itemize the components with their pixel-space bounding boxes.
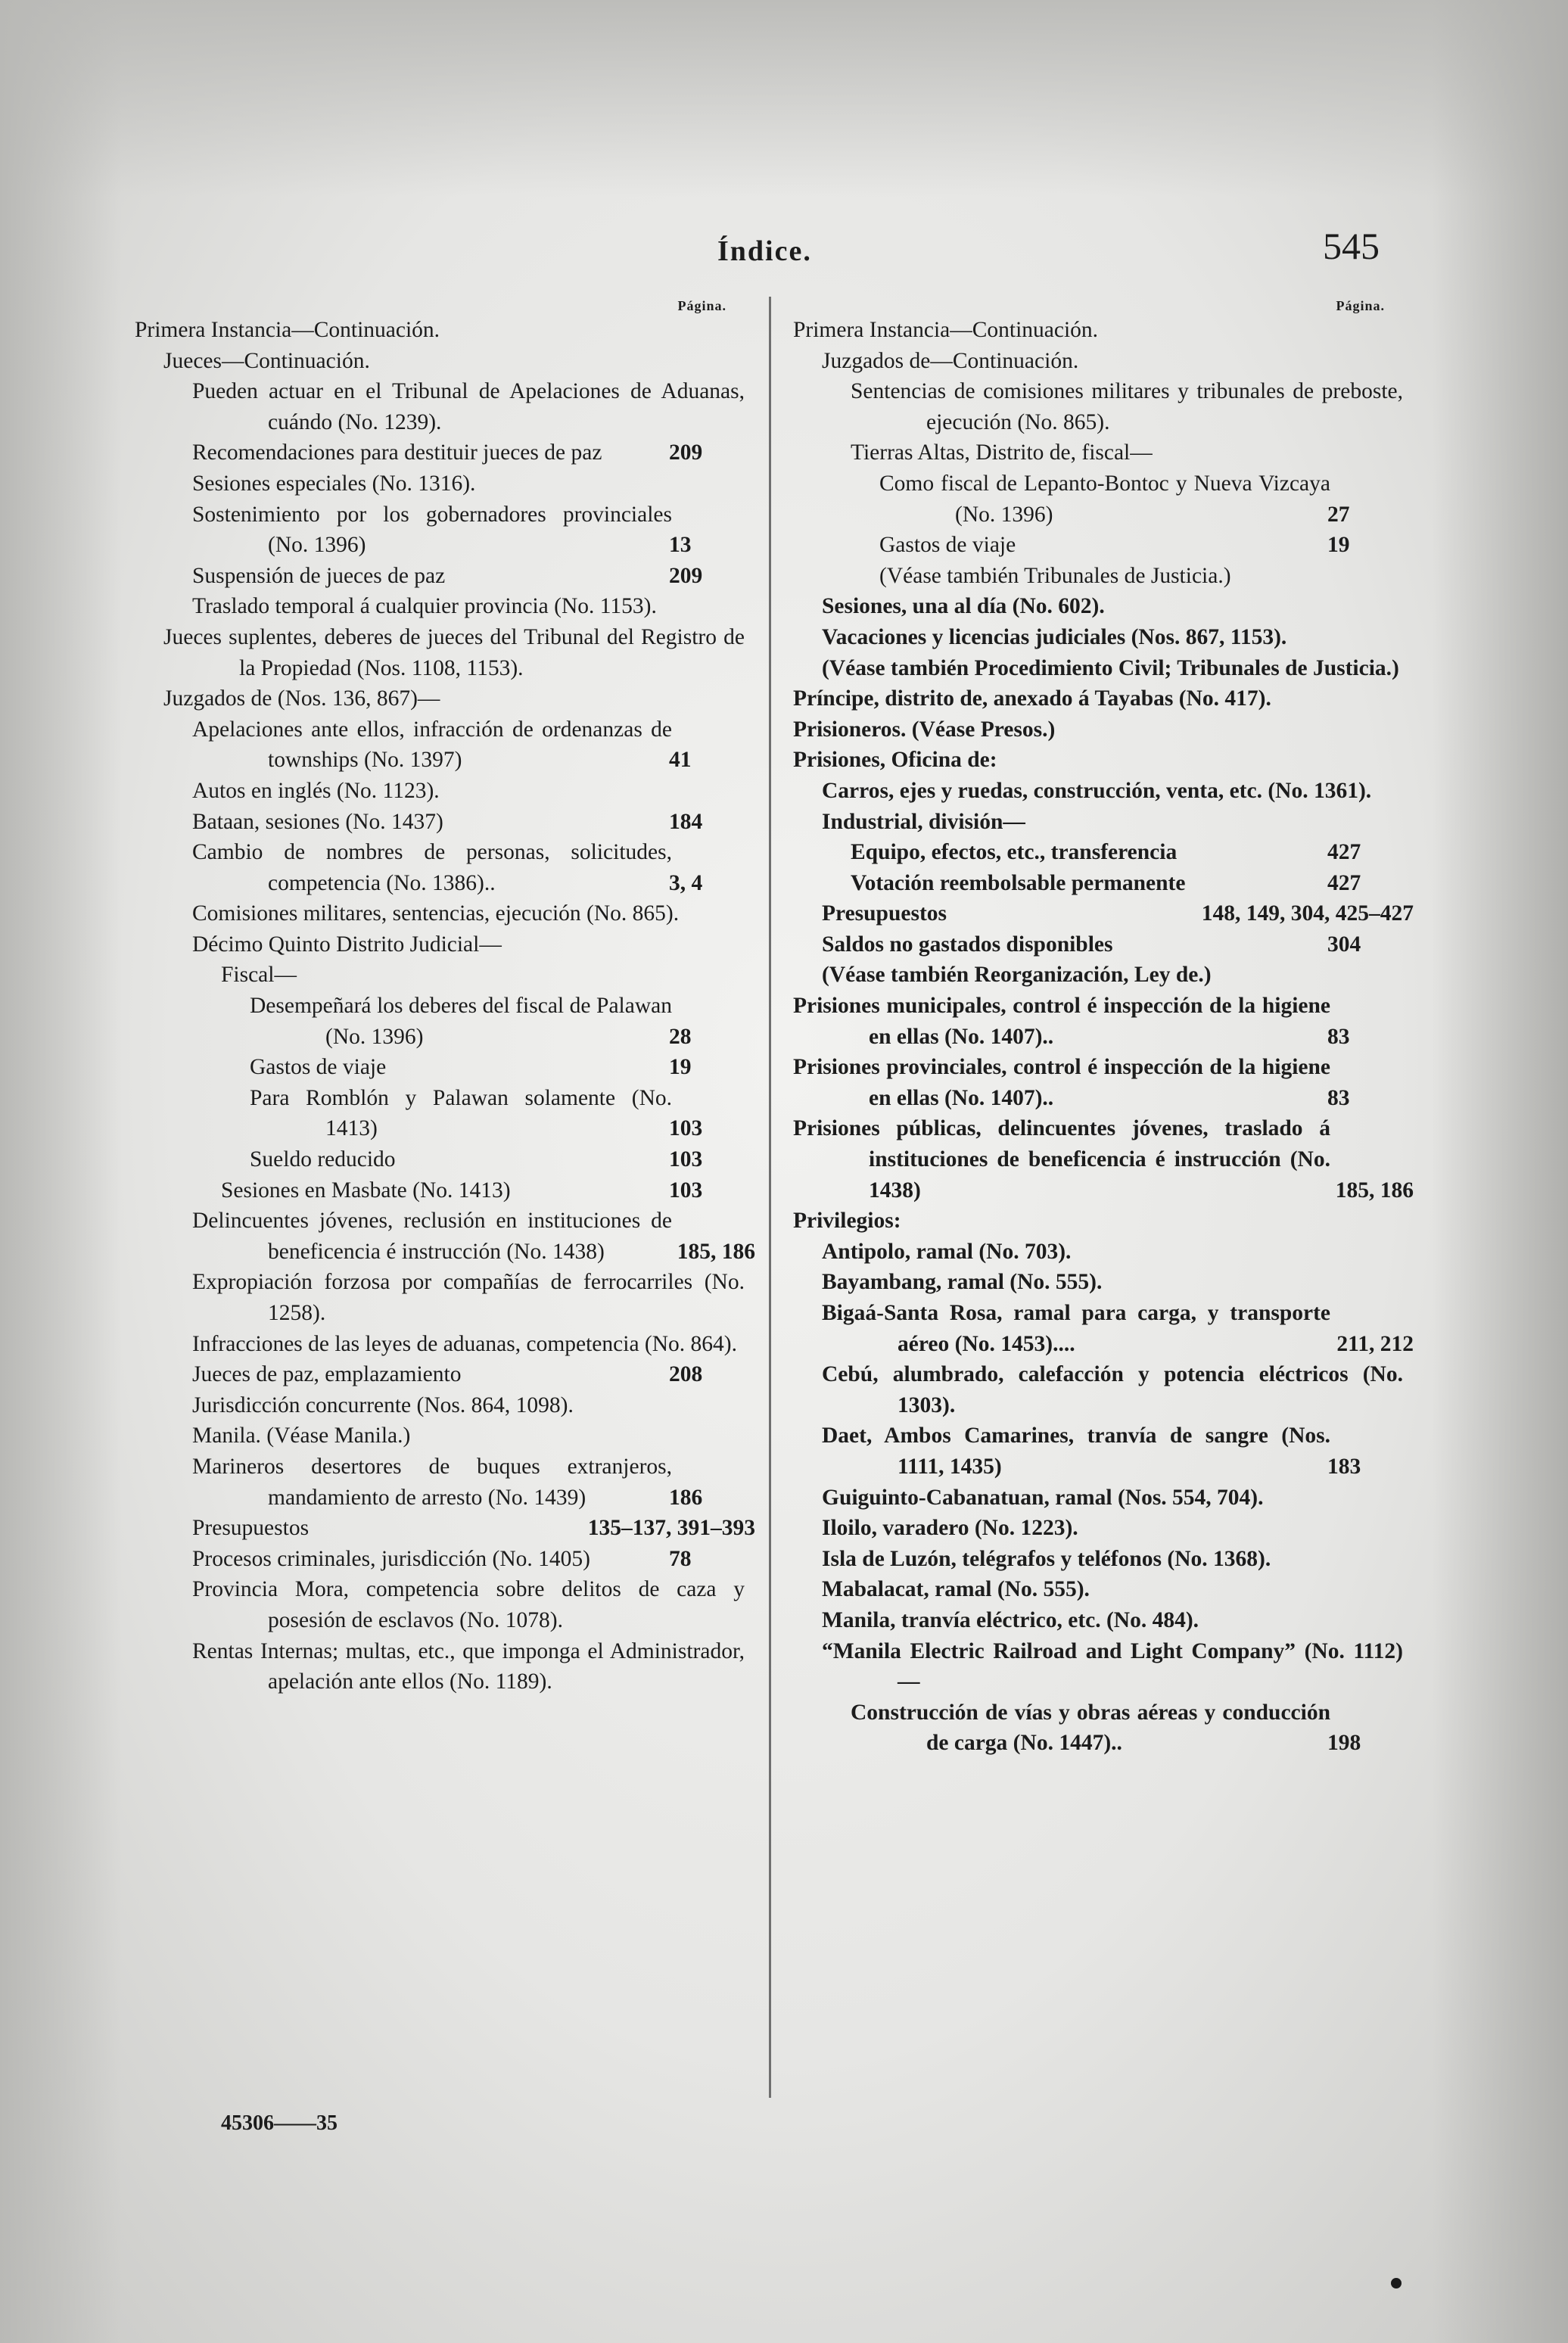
page-number: 545	[1323, 225, 1380, 267]
index-entry-text: Iloilo, varadero (No. 1223).	[822, 1516, 1078, 1541]
index-entry	[135, 315, 745, 346]
ink-speck	[1391, 2278, 1402, 2289]
index-entry-text: Equipo, efectos, etc., transferencia	[851, 840, 1178, 865]
right-column-page-label: Página.	[1336, 298, 1385, 313]
index-entry	[135, 1636, 745, 1697]
index-entry	[135, 776, 745, 807]
scan-shading-right	[1432, 0, 1568, 2343]
index-entry	[135, 622, 745, 683]
index-entry-text: Marineros desertores de buques extranjeros, mandamiento de arresto (No. 1439)	[192, 1454, 672, 1510]
index-entry-text: Antipolo, ramal (No. 703).	[822, 1239, 1072, 1264]
index-entry	[793, 1359, 1403, 1420]
index-entry-text: Bigaá-Santa Rosa, ramal para carga, y transporte aéreo (No. 1453)....	[822, 1301, 1330, 1356]
index-entry-text: Manila, tranvía eléctrico, etc. (No. 484).	[822, 1607, 1199, 1632]
index-entry-text: Delincuentes jóvenes, reclusión en instituciones de beneficencia é instrucción (No. 1438)	[192, 1209, 672, 1264]
index-entry	[793, 745, 1403, 776]
index-entry-text: Privilegios:	[793, 1209, 901, 1234]
index-entry: Equipo, efectos, etc., transferencia 427	[851, 840, 1361, 865]
index-entry	[793, 714, 1403, 745]
index-entry-text: Guiguinto-Cabanatuan, ramal (Nos. 554, 704).	[822, 1485, 1264, 1510]
index-entry-text: Prisioneros. (Véase Presos.)	[793, 717, 1056, 742]
index-entry: Prisiones municipales, control é inspección de la higiene en ellas (No. 1407).. 83	[793, 994, 1350, 1049]
index-entry	[793, 561, 1403, 592]
index-entry: Gastos de viaje 19	[250, 1055, 692, 1080]
index-entry	[793, 1636, 1403, 1697]
index-entry: Saldos no gastados disponibles 304	[822, 932, 1361, 957]
index-entry: Prisiones provinciales, control é inspección de la higiene en ellas (No. 1407).. 83	[793, 1055, 1350, 1110]
index-entry-text: Vacaciones y licencias judiciales (Nos. 867, 1153).	[822, 624, 1287, 649]
index-entry-text: Sesiones, una al día (No. 602).	[822, 594, 1105, 619]
index-entry-page: 135–137, 391–393	[587, 1516, 755, 1541]
index-entry-text: Provincia Mora, competencia sobre delitos de caza y posesión de esclavos (No. 1078).	[192, 1577, 745, 1632]
index-entry-text: Bataan, sesiones (No. 1437)	[192, 809, 443, 834]
index-entry: Marineros desertores de buques extranjeros, mandamiento de arresto (No. 1439) 186	[192, 1454, 703, 1510]
index-entry	[793, 653, 1403, 684]
index-entry	[135, 346, 745, 377]
running-head: Índice.	[717, 235, 812, 267]
left-column	[135, 297, 755, 1697]
index-entry	[793, 622, 1403, 653]
index-entry	[793, 898, 1414, 929]
index-entry-text: Construcción de vías y obras aéreas y conducción de carga (No. 1447)..	[851, 1700, 1330, 1756]
index-entry: Sostenimiento por los gobernadores provinciales (No. 1396) 13	[192, 502, 692, 558]
index-entry: Como fiscal de Lepanto-Bontoc y Nueva Vizcaya (No. 1396) 27	[879, 471, 1350, 527]
index-entry-text: Para Romblón y Palawan solamente (No. 1413)	[250, 1085, 672, 1141]
index-entry	[793, 683, 1403, 714]
left-entries	[135, 315, 755, 1697]
index-entry-text: Como fiscal de Lepanto-Bontoc y Nueva Vizcaya (No. 1396)	[879, 471, 1330, 527]
index-entry	[135, 1390, 745, 1421]
index-entry-text: Expropiación forzosa por compañías de ferrocarriles (No. 1258).	[192, 1270, 745, 1325]
index-entry-text: Prisiones provinciales, control é inspección de la higiene en ellas (No. 1407)..	[793, 1055, 1330, 1110]
index-entry-text: Príncipe, distrito de, anexado á Tayabas (No. 417).	[793, 686, 1271, 711]
left-column-page-label: Página.	[677, 298, 726, 313]
signature-mark: 45306——35	[221, 2111, 338, 2135]
scan-shading-left	[0, 0, 121, 2343]
index-entry: Recomendaciones para destituir jueces de paz 209	[192, 440, 703, 465]
index-entry-text: Sesiones en Masbate (No. 1413)	[221, 1178, 511, 1203]
index-entry: Bataan, sesiones (No. 1437) 184	[192, 809, 703, 834]
index-entry: Gastos de viaje 19	[879, 533, 1350, 558]
index-entry-text: Sostenimiento por los gobernadores provinciales (No. 1396)	[192, 502, 672, 558]
index-entry-text: Presupuestos	[822, 901, 947, 926]
index-entry: Desempeñará los deberes del fiscal de Palawan (No. 1396) 28	[250, 994, 692, 1049]
index-entry	[793, 1206, 1403, 1237]
index-entry-text: Prisiones, Oficina de:	[793, 748, 997, 773]
index-entry-text: Sueldo reducido	[250, 1147, 396, 1172]
index-entry	[793, 437, 1403, 468]
index-entry	[135, 929, 745, 960]
index-entry-page: 211, 212	[1336, 1331, 1414, 1356]
index-entry	[135, 683, 745, 714]
index-entry-text: Cebú, alumbrado, calefacción y potencia eléctricos (No. 1303).	[822, 1362, 1403, 1417]
index-entry: Votación reembolsable permanente 427	[851, 870, 1361, 895]
column-divider	[769, 297, 771, 2098]
index-entry-text: Comisiones militares, sentencias, ejecución (No. 865).	[192, 901, 680, 926]
index-entry-page: 185, 186	[677, 1239, 755, 1264]
index-entry-text: Jueces suplentes, deberes de jueces del Tribunal del Registro de la Propiedad (Nos. 1108, 1153).	[163, 624, 745, 680]
index-entry	[135, 960, 745, 991]
index-entry-text: Manila. (Véase Manila.)	[192, 1424, 411, 1448]
index-entry-text: Juzgados de—Continuación.	[822, 348, 1079, 373]
index-entry-text: Jueces—Continuación.	[163, 348, 370, 373]
index-entry	[793, 315, 1403, 346]
index-entry-page: 148, 149, 304, 425–427	[1201, 901, 1414, 926]
index-entry	[135, 468, 745, 499]
index-entry-text: Cambio de nombres de personas, solicitudes, competencia (No. 1386)..	[192, 840, 672, 895]
index-entry: Procesos criminales, jurisdicción (No. 1405) 78	[192, 1546, 692, 1571]
index-entry	[793, 1513, 1403, 1544]
index-entry: Daet, Ambos Camarines, tranvía de sangre (Nos. 1111, 1435) 183	[822, 1424, 1361, 1479]
index-entry	[793, 1298, 1414, 1359]
index-entry-text: “Manila Electric Railroad and Light Company” (No. 1112)—	[822, 1638, 1403, 1694]
index-entry-text: Fiscal—	[221, 963, 297, 988]
index-entry-text: Juzgados de (Nos. 136, 867)—	[163, 686, 440, 711]
index-entry-text: Rentas Internas; multas, etc., que imponga el Administrador, apelación ante ellos (No. 1189).	[192, 1638, 745, 1694]
index-entry	[135, 591, 745, 622]
index-entry-text: Carros, ejes y ruedas, construcción, venta, etc. (No. 1361).	[822, 778, 1372, 803]
index-entry-text: Recomendaciones para destituir jueces de paz	[192, 440, 602, 465]
index-entry: Apelaciones ante ellos, infracción de ordenanzas de townships (No. 1397) 41	[192, 717, 692, 773]
index-entry-text: Jurisdicción concurrente (Nos. 864, 1098).	[192, 1392, 574, 1417]
index-entry-text: Saldos no gastados disponibles	[822, 932, 1113, 957]
index-entry-text: Apelaciones ante ellos, infracción de ordenanzas de townships (No. 1397)	[192, 717, 672, 773]
index-entry-text: (Véase también Procedimiento Civil; Tribunales de Justicia.)	[822, 655, 1399, 680]
index-entry-text: Traslado temporal á cualquier provincia (No. 1153).	[192, 594, 657, 619]
index-entry	[793, 591, 1403, 622]
index-entry-page: 185, 186	[1335, 1178, 1414, 1203]
index-entry	[793, 807, 1403, 838]
index-entry-text: Procesos criminales, jurisdicción (No. 1405)	[192, 1546, 590, 1571]
index-entry-text: (Véase también Reorganización, Ley de.)	[822, 963, 1212, 988]
index-entry	[793, 960, 1403, 991]
index-entry-text: Sesiones especiales (No. 1316).	[192, 471, 476, 496]
index-entry-text: Presupuestos	[192, 1516, 310, 1541]
index-entry-text: Industrial, división—	[822, 809, 1025, 834]
index-entry-text: Isla de Luzón, telégrafos y teléfonos (No. 1368).	[822, 1546, 1271, 1571]
index-entry-text: Primera Instancia—Continuación.	[135, 318, 440, 342]
index-entry: Suspensión de jueces de paz 209	[192, 563, 703, 588]
index-entry	[793, 1544, 1403, 1575]
index-entry-text: Gastos de viaje	[879, 533, 1016, 558]
index-entry	[793, 1605, 1403, 1636]
index-entry	[135, 1574, 745, 1635]
index-entry-text: Prisiones públicas, delincuentes jóvenes, traslado á instituciones de beneficencia é instrucción (No. 1438)	[793, 1116, 1330, 1203]
index-entry-text: Primera Instancia—Continuación.	[793, 318, 1099, 342]
index-entry	[793, 1483, 1403, 1514]
index-entry: Sueldo reducido 103	[250, 1147, 703, 1172]
index-entry	[793, 376, 1403, 437]
right-column	[793, 297, 1414, 1759]
index-entry-text: Bayambang, ramal (No. 555).	[822, 1270, 1103, 1295]
index-entry-text: Suspensión de jueces de paz	[192, 563, 446, 588]
index-entry-text: Tierras Altas, Distrito de, fiscal—	[851, 440, 1153, 465]
index-entry-text: Pueden actuar en el Tribunal de Apelaciones de Aduanas, cuándo (No. 1239).	[192, 379, 745, 434]
index-entry	[135, 1267, 745, 1328]
index-entry-text: Autos en inglés (No. 1123).	[192, 778, 440, 803]
index-entry	[793, 1113, 1414, 1206]
index-entry	[793, 1574, 1403, 1605]
index-entry	[135, 376, 745, 437]
index-entry-text: Gastos de viaje	[250, 1055, 387, 1080]
index-entry-text: Daet, Ambos Camarines, tranvía de sangre (Nos. 1111, 1435)	[822, 1424, 1330, 1479]
index-entry: Jueces de paz, emplazamiento 208	[192, 1362, 703, 1387]
index-entry: Cambio de nombres de personas, solicitudes, competencia (No. 1386).. 3, 4	[192, 840, 703, 895]
scan-shading-top	[0, 0, 1568, 197]
index-entry-text: Prisiones municipales, control é inspección de la higiene en ellas (No. 1407)..	[793, 994, 1330, 1049]
index-entry-text: Jueces de paz, emplazamiento	[192, 1362, 462, 1387]
index-entry	[793, 776, 1403, 807]
index-entry-text: Décimo Quinto Distrito Judicial—	[192, 932, 502, 957]
index-entry	[135, 898, 745, 929]
index-entry-text: Sentencias de comisiones militares y tribunales de preboste, ejecución (No. 865).	[851, 379, 1403, 434]
index-entry-text: Desempeñará los deberes del fiscal de Palawan (No. 1396)	[250, 994, 672, 1049]
index-entry: Para Romblón y Palawan solamente (No. 1413) 103	[250, 1085, 703, 1141]
index-entry	[135, 1513, 755, 1544]
index-entry	[793, 1267, 1403, 1298]
index-entry	[135, 1329, 745, 1360]
right-entries	[793, 315, 1414, 1759]
index-entry-text: (Véase también Tribunales de Justicia.)	[879, 563, 1231, 588]
index-entry	[793, 346, 1403, 377]
index-entry	[135, 1206, 755, 1267]
index-entry: Sesiones en Masbate (No. 1413) 103	[221, 1178, 703, 1203]
index-entry-text: Infracciones de las leyes de aduanas, competencia (No. 864).	[192, 1331, 737, 1356]
index-entry	[793, 1237, 1403, 1268]
index-entry-text: Votación reembolsable permanente	[851, 870, 1186, 895]
index-entry	[135, 1420, 745, 1452]
index-entry: Construcción de vías y obras aéreas y conducción de carga (No. 1447).. 198	[851, 1700, 1361, 1756]
index-entry-text: Mabalacat, ramal (No. 555).	[822, 1577, 1090, 1602]
